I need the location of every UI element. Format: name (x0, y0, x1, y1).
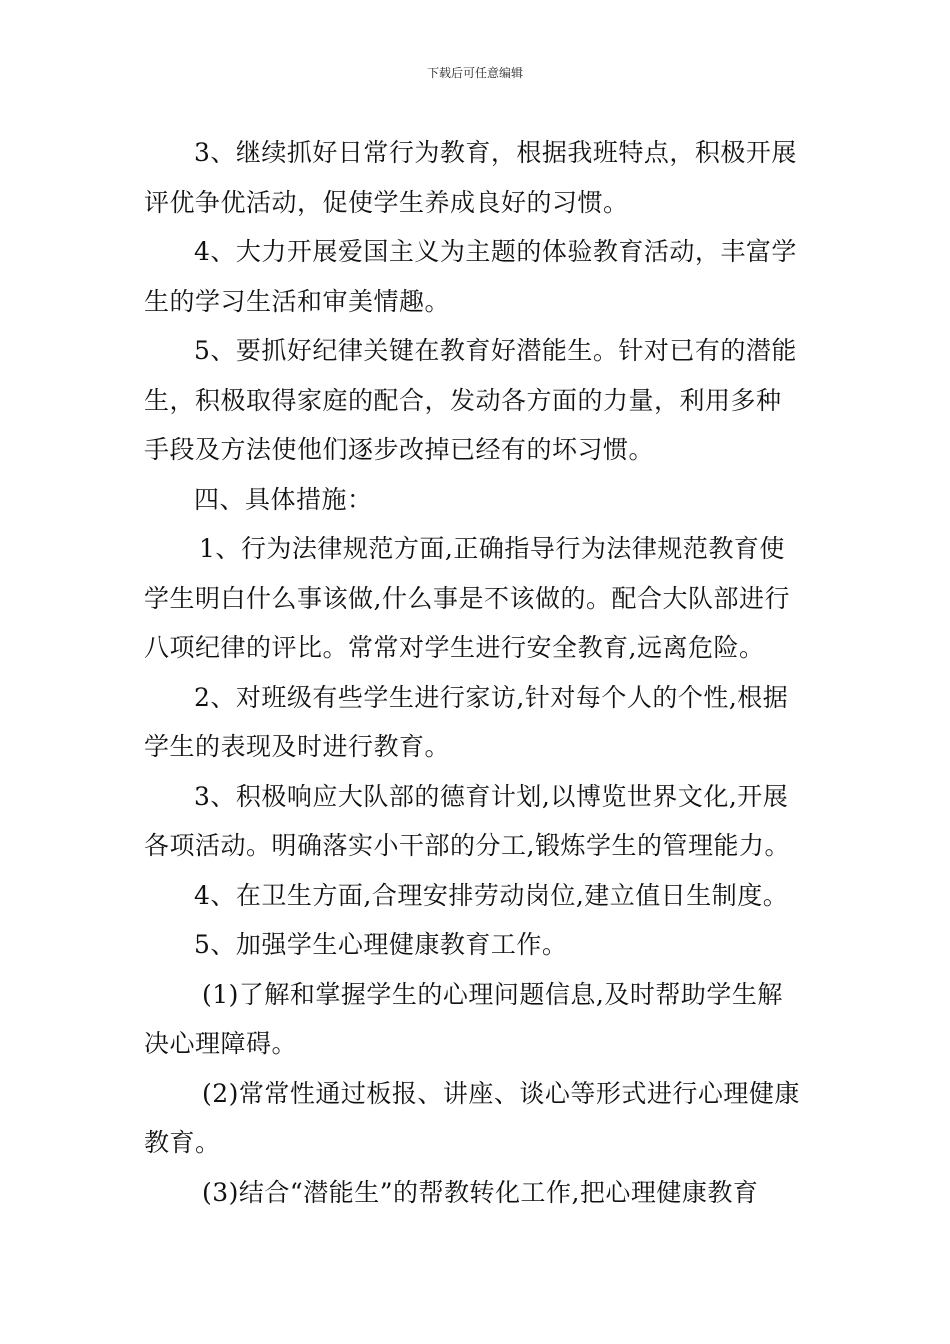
text-line: 手段及方法使他们逐步改掉已经有的坏习惯。 (144, 435, 655, 464)
text-line: 学生明白什么事该做,什么事是不该做的。配合大队部进行 (144, 583, 790, 613)
text-line: 2、对班级有些学生进行家访,针对每个人的个性,根据 (194, 682, 789, 712)
page-header: 下载后可任意编辑 (426, 66, 523, 80)
text-line: (1)了解和掌握学生的心理问题信息,及时帮助学生解 (202, 979, 783, 1009)
text-line: 4、大力开展爱国主义为主题的体验教育活动，丰富学 (194, 237, 797, 266)
text-line: 评优争优活动，促使学生养成良好的习惯。 (144, 187, 629, 217)
text-line: 决心理障碍。 (144, 1029, 298, 1058)
text-line: 4、在卫生方面,合理安排劳动岗位,建立值日生制度。 (194, 880, 789, 910)
text-line: 5、要抓好纪律关键在教育好潜能生。针对已有的潜能 (194, 336, 797, 365)
text-line: 学生的表现及时进行教育。 (144, 732, 451, 761)
text-line: 八项纪律的评比。常常对学生进行安全教育,远离危险。 (144, 633, 765, 662)
text-line: 3、积极响应大队部的德育计划,以博览世界文化,开展 (194, 781, 789, 811)
text-line: 5、加强学生心理健康教育工作。 (194, 930, 568, 959)
text-line: 生，积极取得家庭的配合，发动各方面的力量，利用多种 (144, 385, 782, 415)
text-line: 3、继续抓好日常行为教育，根据我班特点，积极开展 (194, 138, 797, 167)
text-line: 生的学习生活和审美情趣。 (144, 286, 451, 316)
text-line: (3)结合“潜能生”的帮教转化工作,把心理健康教育 (202, 1177, 759, 1207)
document-body (144, 128, 814, 1217)
text-line: 四、具体措施： (194, 484, 373, 514)
text-line: 各项活动。明确落实小干部的分工,锻炼学生的管理能力。 (144, 831, 790, 860)
text-line: 教育。 (144, 1128, 221, 1157)
text-line: 1、行为法律规范方面,正确指导行为法律规范教育使 (199, 534, 785, 563)
text-line: (2)常常性通过板报、讲座、谈心等形式进行心理健康 (202, 1078, 800, 1108)
